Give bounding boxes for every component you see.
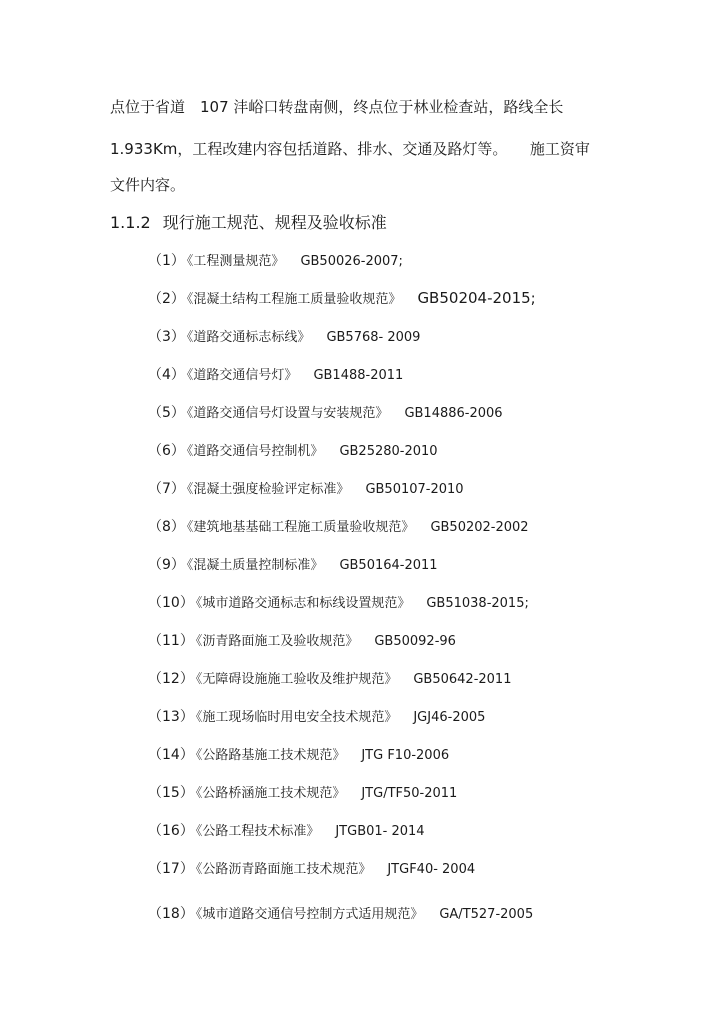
standard-name: 《公路桥涵施工技术规范》 — [195, 786, 346, 801]
paragraph-line-3: 文件内容。 — [110, 176, 186, 194]
standard-index: （16） — [148, 823, 194, 839]
standard-item-15 — [148, 783, 457, 804]
standard-code: GB1488-2011 — [313, 368, 404, 383]
standard-index: （7） — [148, 481, 185, 497]
section-number: 1.1.2 — [110, 213, 151, 232]
standard-item-1 — [148, 251, 403, 272]
paragraph-line-1: 点位于省道 107 沣峪口转盘南侧，终点位于林业检查站，路线全长 — [110, 98, 564, 116]
standard-item-6 — [148, 441, 438, 462]
standard-item-14 — [148, 745, 449, 766]
standard-code: JTGB01- 2014 — [335, 824, 425, 839]
standard-item-11 — [148, 631, 456, 652]
standard-name: 《施工现场临时用电安全技术规范》 — [195, 710, 398, 725]
standard-index: （1） — [148, 253, 185, 269]
standard-item-4 — [148, 365, 403, 386]
standard-name: 《无障碍设施施工验收及维护规范》 — [195, 672, 398, 687]
standard-index: （14） — [148, 747, 194, 763]
standard-item-17 — [148, 859, 475, 880]
standard-code: GB50642-2011 — [413, 672, 512, 687]
standard-code: JTG/TF50-2011 — [361, 786, 458, 801]
standard-item-7 — [148, 479, 464, 500]
paragraph-line-2: 1.933Km，工程改建内容包括道路、排水、交通及路灯等。 施工资审 — [110, 140, 590, 158]
standard-item-5 — [148, 403, 503, 424]
standard-name: 《城市道路交通标志和标线设置规范》 — [195, 596, 411, 611]
standard-index: （10） — [148, 595, 194, 611]
standard-item-12 — [148, 669, 511, 690]
standard-name: 《混凝土结构工程施工质量验收规范》 — [186, 292, 402, 307]
standard-index: （4） — [148, 367, 185, 383]
standard-index: （2） — [148, 291, 185, 307]
standard-index: （5） — [148, 405, 185, 421]
standard-item-2 — [148, 288, 536, 310]
standard-code: GB51038-2015; — [426, 596, 529, 611]
standard-index: （12） — [148, 671, 194, 687]
standard-code: GB50204-2015; — [417, 289, 536, 307]
standard-index: （8） — [148, 519, 185, 535]
standard-name: 《道路交通信号控制机》 — [186, 444, 324, 459]
standard-name: 《混凝土强度检验评定标准》 — [186, 482, 350, 497]
standard-index: （18） — [148, 906, 194, 922]
standard-index: （13） — [148, 709, 194, 725]
standard-item-18 — [148, 904, 533, 925]
standard-index: （6） — [148, 443, 185, 459]
standard-index: （15） — [148, 785, 194, 801]
standard-name: 《道路交通标志标线》 — [186, 330, 311, 345]
standard-item-10 — [148, 593, 529, 614]
standard-item-16 — [148, 821, 425, 842]
standard-index: （3） — [148, 329, 185, 345]
standard-code: GB50026-2007; — [300, 254, 403, 269]
standard-code: GB5768- 2009 — [326, 330, 421, 345]
section-heading — [110, 212, 387, 234]
standard-code: GB50164-2011 — [339, 558, 438, 573]
standard-index: （17） — [148, 861, 194, 877]
standard-code: GB50202-2002 — [430, 520, 529, 535]
standard-name: 《城市道路交通信号控制方式适用规范》 — [195, 907, 424, 922]
standard-name: 《道路交通信号灯设置与安装规范》 — [186, 406, 389, 421]
standard-name: 《建筑地基基础工程施工质量验收规范》 — [186, 520, 415, 535]
standard-name: 《公路工程技术标准》 — [195, 824, 320, 839]
standard-code: JTG F10-2006 — [361, 748, 450, 763]
standard-item-9 — [148, 555, 438, 576]
standard-code: GB50107-2010 — [365, 482, 464, 497]
standard-name: 《混凝土质量控制标准》 — [186, 558, 324, 573]
standard-item-8 — [148, 517, 529, 538]
standard-code: GB25280-2010 — [339, 444, 438, 459]
standard-name: 《沥青路面施工及验收规范》 — [195, 634, 359, 649]
standard-name: 《公路路基施工技术规范》 — [195, 748, 346, 763]
standard-code: JGJ46-2005 — [413, 710, 486, 725]
standard-code: GA/T527-2005 — [439, 907, 534, 922]
standard-code: GB50092-96 — [374, 634, 456, 649]
standard-name: 《道路交通信号灯》 — [186, 368, 298, 383]
standard-name: 《工程测量规范》 — [186, 254, 285, 269]
standard-index: （9） — [148, 557, 185, 573]
standard-code: JTGF40- 2004 — [387, 862, 476, 877]
standard-code: GB14886-2006 — [404, 406, 503, 421]
standard-item-13 — [148, 707, 485, 728]
standard-name: 《公路沥青路面施工技术规范》 — [195, 862, 372, 877]
standard-item-3 — [148, 327, 420, 348]
standard-index: （11） — [148, 633, 194, 649]
section-title: 现行施工规范、规程及验收标准 — [162, 213, 387, 232]
